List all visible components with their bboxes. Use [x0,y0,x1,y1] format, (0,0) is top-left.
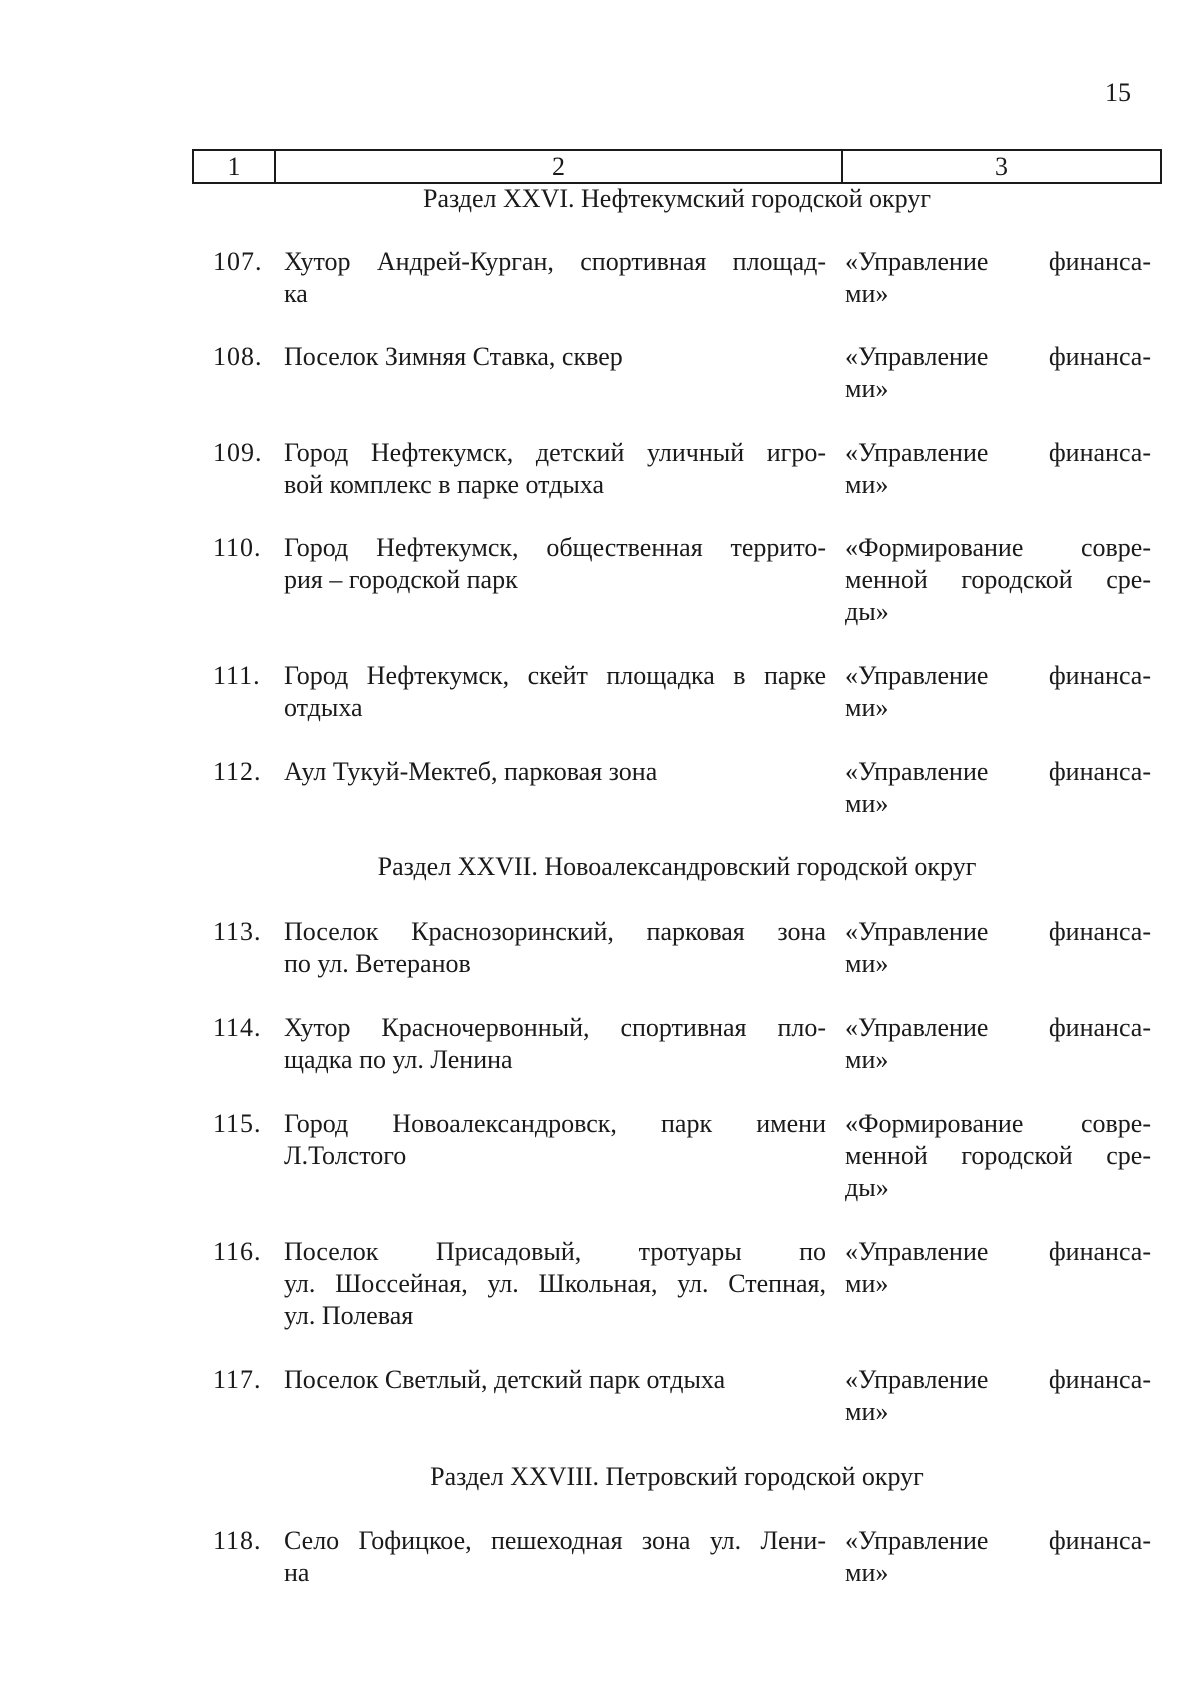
row-program [845,246,1151,310]
section-title: Раздел XXVI. Нефтекумский городской округ [422,184,931,213]
column-number-3: 3 [995,152,1008,181]
program-line: ми» [845,1269,889,1298]
row-number: 118. [213,1526,262,1555]
program-line: «Управление финанса- [845,757,1151,786]
program-line: ми» [845,1397,889,1426]
page-number: 15 [1105,78,1131,107]
row-description [284,532,826,596]
description-line: щадка по ул. Ленина [284,1045,513,1074]
row-description [284,1525,826,1589]
description-line: Поселок Зимняя Ставка, сквер [284,342,623,371]
row-description [284,341,826,373]
program-line: «Управление финанса- [845,342,1151,371]
program-line: ды» [845,597,889,626]
description-line: Село Гофицкое, пешеходная зона ул. Лени- [284,1526,826,1555]
row-description [284,1108,826,1172]
description-line: Хутор Андрей-Курган, спортивная площад- [284,247,826,276]
program-line: ми» [845,470,889,499]
row-description [284,1236,826,1332]
description-line: Город Нефтекумск, детский уличный игро- [284,438,826,467]
program-line: «Управление финанса- [845,1526,1151,1555]
row-program [845,756,1151,820]
column-number-2: 2 [276,151,843,182]
row-number: 114. [213,1013,262,1042]
row-number: 107. [213,247,263,276]
program-line: ми» [845,279,889,308]
program-line: ми» [845,374,889,403]
row-program [845,916,1151,980]
row-program [845,1012,1151,1076]
row-description [284,1012,826,1076]
row-number: 108. [213,342,263,371]
row-description [284,437,826,501]
description-line: Поселок Светлый, детский парк отдыха [284,1365,726,1394]
section-title: Раздел XXVII. Новоалександровский городской округ [377,852,977,881]
program-line: ми» [845,1558,889,1587]
program-line: «Управление финанса- [845,247,1151,276]
row-description [284,660,826,724]
program-line: «Управление финанса- [845,1013,1151,1042]
row-program [845,660,1151,724]
row-number: 110. [213,533,262,562]
section-title: Раздел XXVIII. Петровский городской округ [430,1462,924,1491]
row-number: 112. [213,757,262,786]
description-line: Город Нефтекумск, скейт площадка в парке [284,661,826,690]
program-line: «Формирование совре- [845,1109,1151,1138]
table-header-row [192,149,1162,184]
program-line: «Управление финанса- [845,917,1151,946]
column-number-1: 1 [194,151,276,182]
row-program [845,1108,1151,1204]
description-line: отдыха [284,693,363,722]
description-line: ул. Шоссейная, ул. Школьная, ул. Степная, [284,1269,826,1298]
row-description [284,246,826,310]
description-line: вой комплекс в парке отдыха [284,470,605,499]
row-number: 109. [213,438,263,467]
description-line: Аул Тукуй-Мектеб, парковая зона [284,757,658,786]
row-number: 116. [213,1237,262,1266]
row-program [845,1364,1151,1428]
row-program [845,437,1151,501]
program-line: ды» [845,1173,889,1202]
program-line: «Управление финанса- [845,661,1151,690]
row-number: 115. [213,1109,262,1138]
description-line: на [284,1558,310,1587]
description-line: рия – городской парк [284,565,518,594]
description-line: Поселок Присадовый, тротуары по [284,1237,826,1266]
program-line: ми» [845,949,889,978]
row-program [845,341,1151,405]
program-line: «Управление финанса- [845,1237,1151,1266]
description-line: Л.Толстого [284,1141,407,1170]
program-line: «Формирование совре- [845,533,1151,562]
program-line: «Управление финанса- [845,1365,1151,1394]
program-line: ми» [845,1045,889,1074]
row-program [845,1236,1151,1300]
program-line: «Управление финанса- [845,438,1151,467]
program-line: менной городской сре- [845,1141,1151,1170]
row-number: 111. [213,661,261,690]
program-line: ми» [845,693,889,722]
row-description [284,1364,826,1396]
program-line: ми» [845,789,889,818]
row-description [284,916,826,980]
description-line: Город Нефтекумск, общественная террито- [284,533,826,562]
description-line: ка [284,279,308,308]
row-program [845,1525,1151,1589]
row-description [284,756,826,788]
description-line: Город Новоалександровск, парк имени [284,1109,826,1138]
description-line: Хутор Красночервонный, спортивная пло- [284,1013,826,1042]
description-line: по ул. Ветеранов [284,949,471,978]
description-line: ул. Полевая [284,1301,414,1330]
row-number: 113. [213,917,262,946]
description-line: Поселок Краснозоринский, парковая зона [284,917,826,946]
row-number: 117. [213,1365,262,1394]
program-line: менной городской сре- [845,565,1151,594]
row-program [845,532,1151,628]
